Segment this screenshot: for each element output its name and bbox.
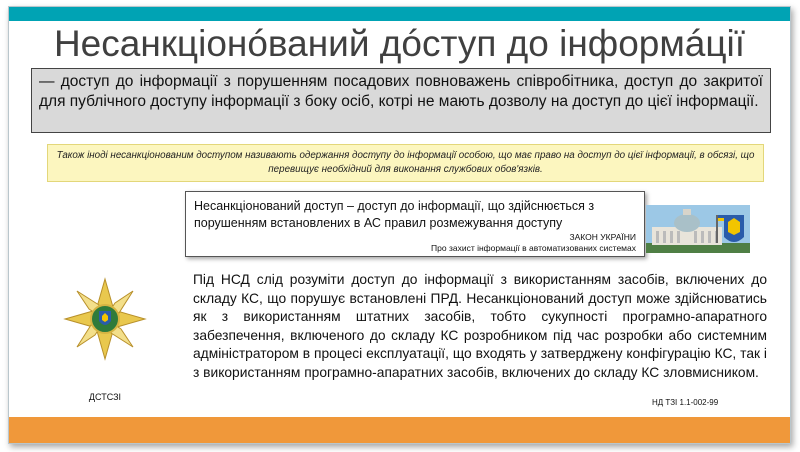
law-source-name: Про захист інформації в автоматизованих системах: [431, 243, 636, 253]
dstszi-emblem-icon: [63, 277, 147, 361]
slide: [8, 6, 791, 444]
note-box: Також іноді несанкціонованим доступом називають одержання доступу до інформації особою, що має право на доступ до цієї інформації, в обсязі, що перевищує необхідний для виконання службових обов'язків.: [47, 144, 764, 182]
top-accent-bar: [9, 7, 790, 21]
slide-title: Несанкціонóваний дóступ до інформáції: [53, 23, 746, 64]
bottom-accent-bar: [9, 417, 790, 443]
law-source-title: ЗАКОН УКРАЇНИ: [569, 232, 636, 242]
law-definition-text: Несанкціонований доступ – доступ до інформації, що здійснюється з порушенням встановлених в АС правил розмежування доступу: [194, 199, 595, 230]
law-definition-box: [185, 191, 645, 257]
emblem-caption: ДСТСЗІ: [88, 392, 122, 402]
parliament-image: [646, 205, 750, 253]
standard-reference: НД ТЗІ 1.1-002-99: [652, 398, 719, 407]
definition-box: — доступ до інформації з порушенням посадових повноважень співробітника, доступ до закритої для публічного доступу інформації з боку осіб, котрі не мають дозволу на доступ до цієї інформації.: [31, 68, 771, 133]
main-paragraph: Під НСД слід розуміти доступ до інформації з використанням засобів, включених до складу КС, що порушує встановлені ПРД. Несанкціонований доступ може здійснюватись як з використанням штатних засобів, тобто сукупності програмно-апаратного забезпечення, включеного до складу КС розробником під час розробки або системним адміністратором в процесі експлуатації, що входять у затверджену конфігурацію КС, так і з використанням програмно-апаратних засобів, включених до складу КС зловмисником.: [193, 272, 767, 380]
